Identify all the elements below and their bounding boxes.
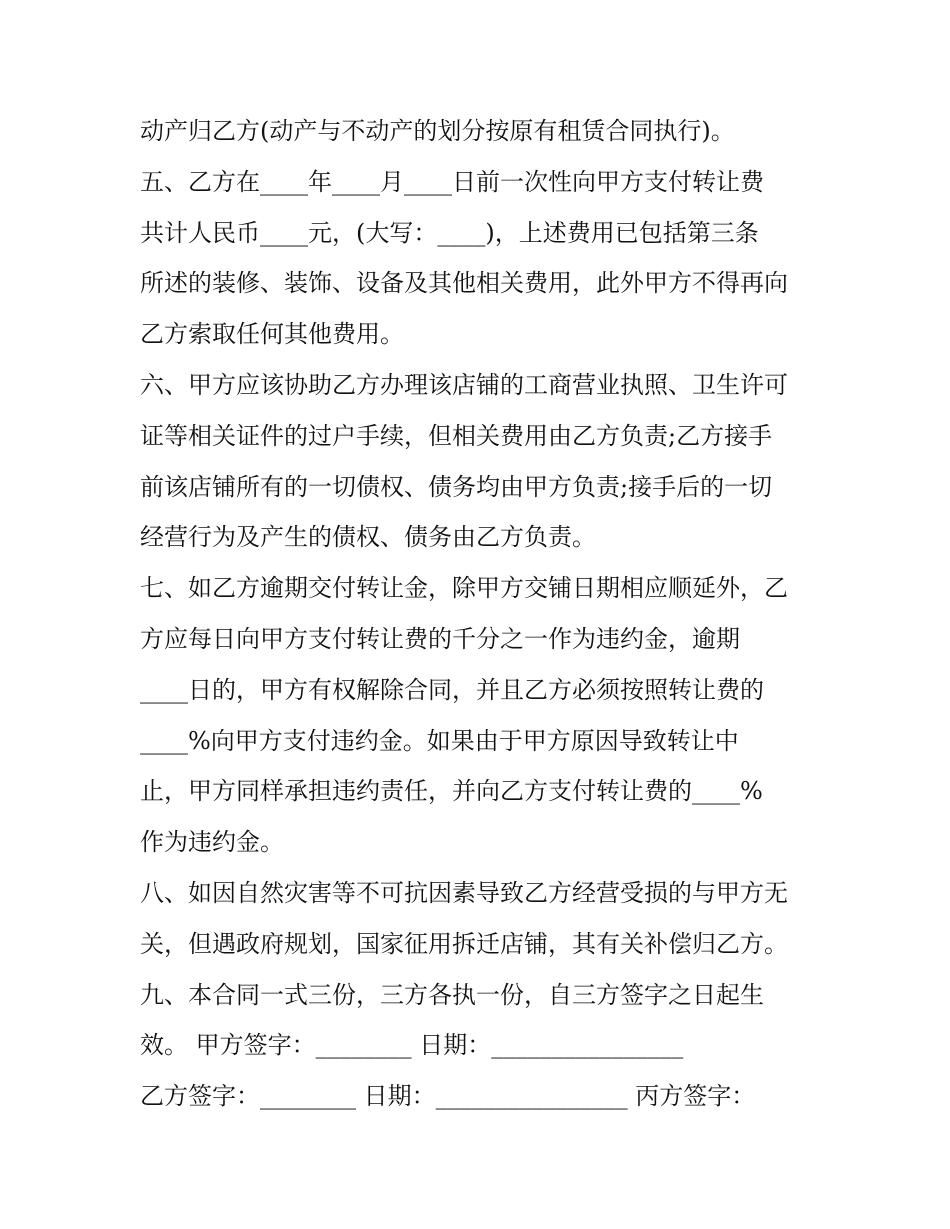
text-line: 方应每日向甲方支付转让费的千分之一作为违约金，逾期: [140, 624, 740, 653]
clause-8-line: 八、如因自然灾害等不可抗因素导致乙方经营受损的与甲方无: [140, 878, 788, 907]
clause-5-line: 五、乙方在____年____月____日前一次性向甲方支付转让费: [140, 167, 764, 196]
clause-7-line: 七、如乙方逾期交付转让金，除甲方交铺日期相应顺延外，乙: [140, 574, 788, 603]
text-line: ____%向甲方支付违约金。如果由于甲方原因导致转让中: [140, 726, 739, 755]
clause-6-line: 六、甲方应该协助乙方办理该店铺的工商营业执照、卫生许可: [140, 370, 788, 399]
contract-text: [140, 106, 830, 1122]
signature-line-party-b: 乙方签字：________ 日期：________________ 丙方签字：: [140, 1082, 756, 1111]
text-line: 关，但遇政府规划，国家征用拆迁店铺，其有关补偿归乙方。: [140, 929, 788, 958]
text-line: 乙方索取任何其他费用。: [140, 320, 404, 349]
text-line: 前该店铺所有的一切债权、债务均由甲方负责;接手后的一切: [140, 472, 773, 501]
text-line: 动产归乙方(动产与不动产的划分按原有租赁合同执行)。: [140, 117, 735, 145]
text-line: 作为违约金。: [140, 828, 284, 857]
text-line: 共计人民币____元，(大写：____)，上述费用已包括第三条: [140, 218, 759, 247]
text-line: 止，甲方同样承担违约责任，并向乙方支付转让费的____%: [140, 777, 763, 806]
text-line: ____日的，甲方有权解除合同，并且乙方必须按照转让费的: [140, 675, 764, 704]
text-line: 所述的装修、装饰、设备及其他相关费用，此外甲方不得再向: [140, 269, 788, 298]
text-line: 证等相关证件的过户手续，但相关费用由乙方负责;乙方接手: [140, 421, 773, 450]
signature-line-party-a: 效。 甲方签字：________ 日期：________________: [140, 1031, 684, 1060]
text-line: 经营行为及产生的债权、债务由乙方负责。: [140, 523, 596, 552]
clause-9-line: 九、本合同一式三份，三方各执一份，自三方签字之日起生: [140, 980, 764, 1009]
